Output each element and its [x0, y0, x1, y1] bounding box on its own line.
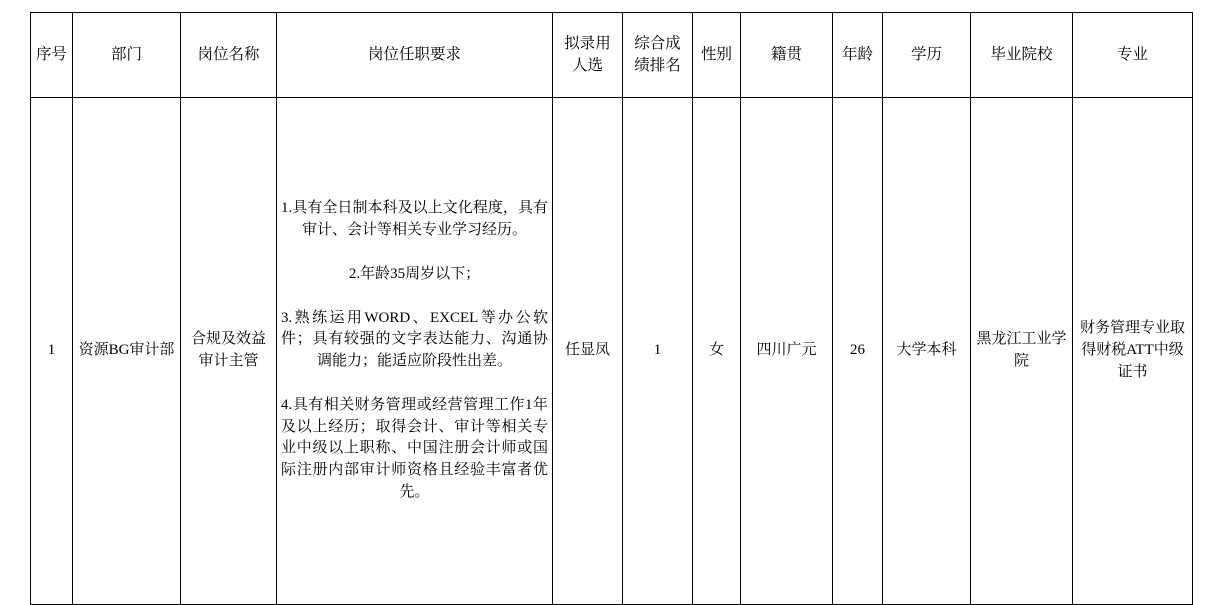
requirement-item-3: 3.熟练运用WORD、EXCEL等办公软件；具有较强的文字表达能力、沟通协调能力；能适应阶段性出差。	[281, 309, 548, 370]
table-body	[31, 98, 1193, 605]
cell-origin: 四川广元	[741, 98, 833, 605]
requirement-item-4: 4.具有相关财务管理或经营管理工作1年及以上经历；取得会计、审计等相关专业中级以上职称、中国注册会计师或国际注册内部审计师资格且经验丰富者优先。	[281, 396, 548, 500]
column-header-origin: 籍贯	[741, 13, 833, 98]
column-header-education: 学历	[883, 13, 971, 98]
cell-candidate: 任显凤	[553, 98, 623, 605]
table-header-row	[31, 13, 1193, 98]
cell-no: 1	[31, 98, 73, 605]
requirement-item-2: 2.年龄35周岁以下；	[348, 265, 481, 282]
cell-dept: 资源BG审计部	[73, 98, 181, 605]
cell-major: 财务管理专业取得财税ATT中级证书	[1073, 98, 1193, 605]
cell-requirements	[277, 98, 553, 605]
column-header-candidate: 拟录用 人选	[553, 13, 623, 98]
cell-age: 26	[833, 98, 883, 605]
cell-education: 大学本科	[883, 98, 971, 605]
column-header-gender: 性别	[693, 13, 741, 98]
table-header	[31, 13, 1193, 98]
requirement-item-1: 1.具有全日制本科及以上文化程度，具有审计、会计等相关专业学习经历。	[281, 200, 548, 239]
cell-gender: 女	[693, 98, 741, 605]
column-header-school: 毕业院校	[971, 13, 1073, 98]
column-header-major: 专业	[1073, 13, 1193, 98]
column-header-dept: 部门	[73, 13, 181, 98]
cell-rank: 1	[623, 98, 693, 605]
column-header-rank: 综合成绩排名	[623, 13, 693, 98]
table-row	[31, 98, 1193, 605]
column-header-age: 年龄	[833, 13, 883, 98]
recruitment-table	[30, 12, 1193, 605]
cell-post: 合规及效益审计主管	[181, 98, 277, 605]
column-header-post: 岗位名称	[181, 13, 277, 98]
cell-school: 黑龙江工业学院	[971, 98, 1073, 605]
column-header-requirements: 岗位任职要求	[277, 13, 553, 98]
column-header-no: 序号	[31, 13, 73, 98]
